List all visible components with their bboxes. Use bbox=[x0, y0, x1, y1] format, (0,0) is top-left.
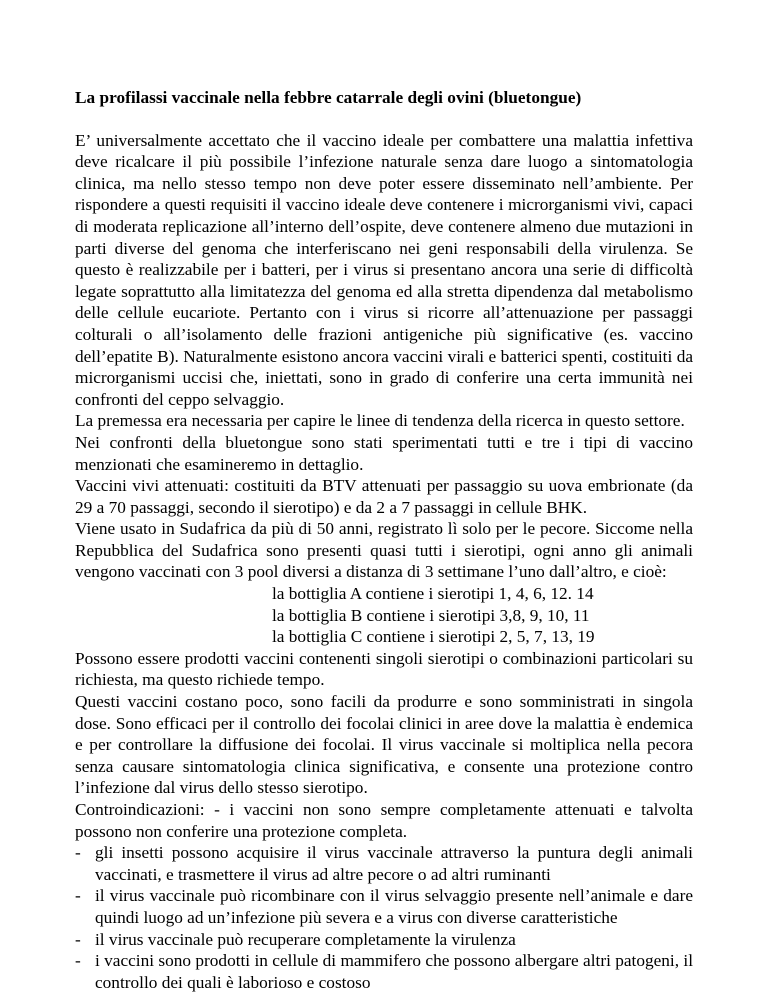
paragraph-vaccini-vivi: Vaccini vivi attenuati: costituiti da BTV attenuati per passaggio su uova embrionate (da 29 a 70 passaggi, secondo il sierotipo) e da 2 a 7 passaggi in cellule BHK. bbox=[75, 476, 693, 517]
list-item-text: i vaccini sono prodotti in cellule di mammifero che possono albergare altri patogeni, il controllo dei quali è laborioso e costoso bbox=[95, 951, 693, 992]
list-item-text: il virus vaccinale può ricombinare con il virus selvaggio presente nell’animale e dare quindi luogo ad un’infezione più severa e a virus con diverse caratteristiche bbox=[95, 886, 693, 927]
bullet-dash: - bbox=[75, 951, 81, 971]
document-page bbox=[75, 87, 693, 993]
bullet-dash: - bbox=[75, 843, 81, 863]
list-item bbox=[75, 929, 693, 951]
list-item bbox=[75, 950, 693, 993]
paragraph-costi: Questi vaccini costano poco, sono facili da produrre e sono somministrati in singola dose. Sono efficaci per il controllo dei focolai clinici in aree dove la malattia è endemica e per controllare la diffusione dei focolai. Il virus vaccinale si moltiplica nella pecora senza causare sintomatologia clinica significativa, e consente una protezione contro l’infezione dal virus dello stesso sierotipo. bbox=[75, 692, 693, 798]
paragraph-premessa: La premessa era necessaria per capire le linee di tendenza della ricerca in questo settore. bbox=[75, 411, 685, 431]
paragraph-intro: E’ universalmente accettato che il vaccino ideale per combattere una malattia infettiva deve ricalcare il più possibile l’infezione naturale senza dare luogo a sintomatologia clinica, ma nello stesso tempo non deve poter essere disseminato nell’ambiente. Per rispondere a questi requisiti il vaccino ideale deve contenere i microrganismi vivi, capaci di moderata replicazione all’interno dell’ospite, deve contenere almeno due mutazioni in parti diverse del genoma che interferiscano nei geni responsabili della virulenza. Se questo è realizzabile per i batteri, per i virus si presentano ancora una serie di difficoltà legate soprattutto alla limitatezza del genoma ed alla stretta dipendenza dal metabolismo delle cellule eucariote. Pertanto con i virus si ricorre all’attenuazione per passaggi colturali o all’isolamento delle frazioni antigeniche più significative (es. vaccino dell’epatite B). Naturalmente esistono ancora vaccini virali e batterici spenti, costituiti da microrganismi uccisi che, iniettati, sono in grado di conferire una certa immunità nei confronti del ceppo selvaggio. bbox=[75, 130, 693, 409]
list-item-text: il virus vaccinale può recuperare completamente la virulenza bbox=[95, 929, 516, 949]
bullet-dash: - bbox=[75, 929, 81, 949]
document-title: La profilassi vaccinale nella febbre catarrale degli ovini (bluetongue) bbox=[75, 88, 582, 107]
contraindication-list bbox=[75, 842, 693, 993]
paragraph-sudafrica: Viene usato in Sudafrica da più di 50 anni, registrato lì solo per le pecore. Siccome nella Repubblica del Sudafrica sono presenti quasi tutti i sierotipi, ogni anno gli animali vengono vaccinati con 3 pool diversi a distanza di 3 settimane l’uno dall’altro, e cioè: bbox=[75, 519, 693, 582]
bottle-a: la bottiglia A contiene i sierotipi 1, 4, 6, 12. 14 bbox=[272, 584, 594, 604]
paragraph-tipi-vaccino: Nei confronti della bluetongue sono stati sperimentati tutti e tre i tipi di vaccino menzionati che esamineremo in dettaglio. bbox=[75, 432, 693, 474]
list-item bbox=[75, 842, 693, 885]
paragraph-controindicazioni: Controindicazioni: - i vaccini non sono sempre completamente attenuati e talvolta possono non conferire una protezione completa. bbox=[75, 800, 693, 841]
bottle-c: la bottiglia C contiene i sierotipi 2, 5, 7, 13, 19 bbox=[272, 627, 595, 647]
paragraph-singoli-sierotipi: Possono essere prodotti vaccini contenenti singoli sierotipi o combinazioni particolari su richiesta, ma questo richiede tempo. bbox=[75, 648, 693, 690]
list-item-text: gli insetti possono acquisire il virus vaccinale attraverso la puntura degli animali vaccinati, e trasmettere il virus ad altre pecore o ad altri ruminanti bbox=[95, 843, 693, 884]
bottle-b: la bottiglia B contiene i sierotipi 3,8, 9, 10, 11 bbox=[272, 605, 590, 625]
bottle-list bbox=[75, 583, 693, 648]
list-item bbox=[75, 885, 693, 928]
bullet-dash: - bbox=[75, 886, 81, 906]
